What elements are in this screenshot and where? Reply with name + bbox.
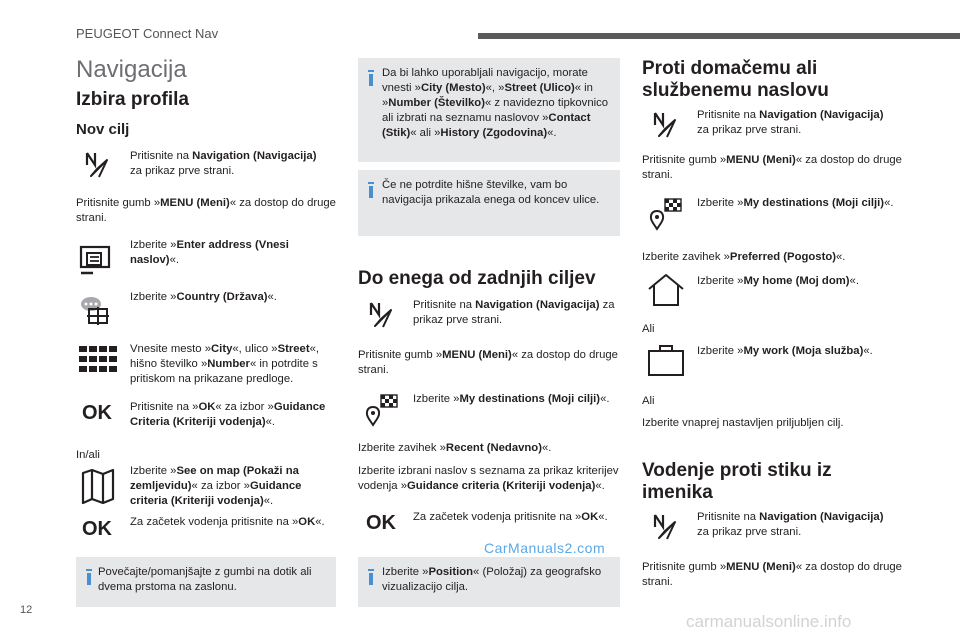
step-favorite-destination: Izberite vnaprej nastavljen priljubljen cilj. xyxy=(642,417,844,429)
step-press-menu: Pritisnite gumb »MENU (Meni)« za dostop do druge strani. xyxy=(358,349,618,376)
enter-address-icon xyxy=(78,240,114,276)
keyboard-grid-icon xyxy=(78,344,118,376)
ok-icon: OK xyxy=(82,402,112,424)
watermark-carmanuals: CarManuals2.com xyxy=(484,540,606,556)
step-press-navigation: Pritisnite na Navigation (Navigacija) za prikaz prve strani. xyxy=(413,299,615,326)
step-press-menu: Pritisnite gumb »MENU (Meni)« za dostop do druge strani. xyxy=(642,154,902,181)
step-my-work: Izberite »My work (Moja služba)«. xyxy=(697,345,873,357)
section-heading-recent-destinations: Do enega od zadnjih ciljev xyxy=(358,268,596,289)
page-number: 12 xyxy=(20,604,33,616)
step-see-on-map: Izberite »See on map (Pokaži na zemljevidu)« za izbor »Guidance criteria (Kriteriji vodenja)«. xyxy=(130,465,302,507)
map-icon xyxy=(80,466,116,506)
step-recent-tab: Izberite zavihek »Recent (Nedavno)«. xyxy=(358,442,552,454)
navigation-icon xyxy=(650,110,680,140)
destination-flag-icon xyxy=(646,196,686,234)
step-press-navigation: Pritisnite na Navigation (Navigacija) za prikaz prve strani. xyxy=(697,511,884,538)
info-note-text: Izberite »Position« (Položaj) za geografsko vizualizacijo cilja. xyxy=(382,566,602,593)
info-icon xyxy=(368,70,374,80)
navigation-icon xyxy=(82,150,112,180)
navigation-icon xyxy=(366,300,396,330)
info-note-text: Če ne potrdite hišne številke, vam bo navigacija prikazala enega od koncev ulice. xyxy=(382,179,600,206)
and-or-label: In/ali xyxy=(76,449,100,461)
info-note-text: Povečajte/pomanjšajte z gumbi na dotik ali dvema prstoma na zaslonu. xyxy=(98,566,312,593)
or-label: Ali xyxy=(642,395,655,407)
header-bar xyxy=(478,33,960,39)
work-briefcase-icon xyxy=(646,342,686,378)
section-heading-profile: Izbira profila xyxy=(76,89,189,110)
running-header: PEUGEOT Connect Nav xyxy=(76,26,219,41)
step-select-address: Izberite izbrani naslov s seznama za prikaz kriterijev vodenja »Guidance criteria (Kriteriji vodenja)«. xyxy=(358,465,619,492)
step-my-destinations: Izberite »My destinations (Moji cilji)«. xyxy=(413,393,610,405)
home-icon xyxy=(646,272,686,308)
watermark-site: carmanualsonline.info xyxy=(686,612,852,631)
info-icon xyxy=(368,182,374,192)
step-enter-city-street: Vnesite mesto »City«, ulico »Street«, hišno številko »Number« in potrdite s pritiskom na prikazane predloge. xyxy=(130,343,320,385)
step-start-guidance: Za začetek vodenja pritisnite na »OK«. xyxy=(413,511,608,523)
subsection-heading-new-destination: Nov cilj xyxy=(76,121,130,138)
navigation-icon xyxy=(650,512,680,542)
or-label: Ali xyxy=(642,323,655,335)
step-press-ok-criteria: Pritisnite na »OK« za izbor »Guidance Criteria (Kriteriji vodenja)«. xyxy=(130,401,326,428)
step-start-guidance: Za začetek vodenja pritisnite na »OK«. xyxy=(130,516,325,528)
page-title: Navigacija xyxy=(76,56,187,83)
info-note-zoom xyxy=(76,557,336,607)
step-enter-address: Izberite »Enter address (Vnesi naslov)«. xyxy=(130,239,289,266)
destination-flag-icon xyxy=(362,392,402,430)
info-note-address-input xyxy=(358,58,620,162)
step-my-home: Izberite »My home (Moj dom)«. xyxy=(697,275,859,287)
section-heading-home-work: Proti domačemu ali službenemu naslovu xyxy=(642,58,829,101)
step-press-menu: Pritisnite gumb »MENU (Meni)« za dostop do druge strani. xyxy=(642,561,902,588)
info-note-position xyxy=(358,557,620,607)
ok-icon: OK xyxy=(366,512,396,534)
step-preferred-tab: Izberite zavihek »Preferred (Pogosto)«. xyxy=(642,251,846,263)
ok-icon: OK xyxy=(82,518,112,540)
step-press-navigation: Pritisnite na Navigation (Navigacija) za prikaz prve strani. xyxy=(697,109,884,136)
country-icon xyxy=(78,292,114,328)
step-press-navigation: Pritisnite na Navigation (Navigacija) za prikaz prve strani. xyxy=(130,150,317,177)
step-press-menu: Pritisnite gumb »MENU (Meni)« za dostop do druge strani. xyxy=(76,197,336,224)
section-heading-contact-guidance: Vodenje proti stiku iz imenika xyxy=(642,460,832,503)
info-note-house-number xyxy=(358,170,620,236)
step-my-destinations: Izberite »My destinations (Moji cilji)«. xyxy=(697,197,894,209)
info-icon xyxy=(86,569,92,579)
info-icon xyxy=(368,569,374,579)
step-country: Izberite »Country (Država)«. xyxy=(130,291,277,303)
info-note-text: Da bi lahko uporabljali navigacijo, morate vnesti »City (Mesto)«, »Street (Ulico)« in »Number (Številko)« z navidezno tipkovnico ali izbrati na seznamu naslovov »Contact (Stik)« ali »History (Zgodovina)«. xyxy=(382,67,609,139)
